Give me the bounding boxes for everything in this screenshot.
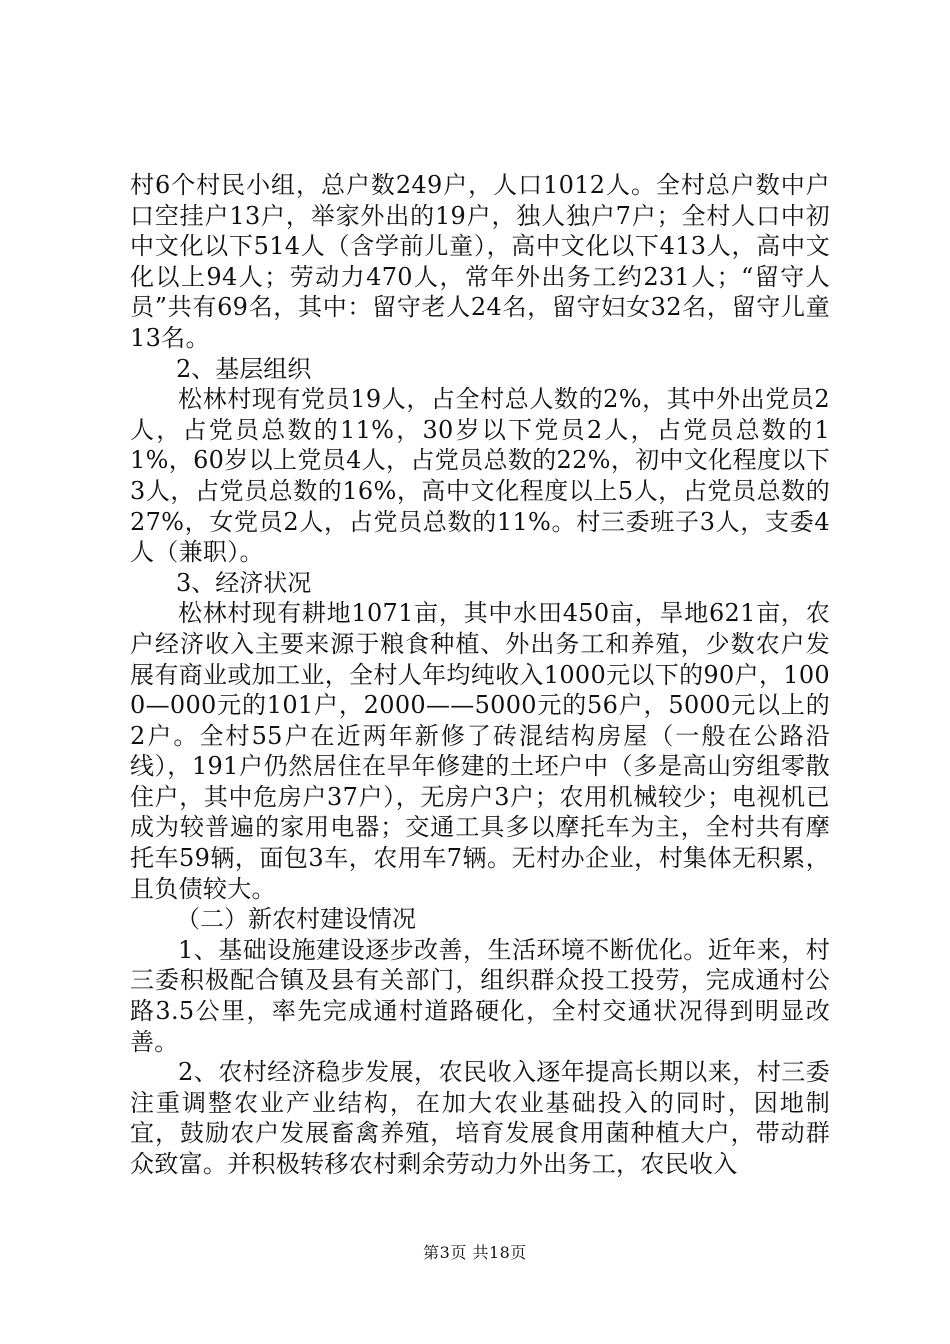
heading-economic-status: 3、经济状况	[176, 568, 312, 597]
heading-grassroots-organization: 2、基层组织	[176, 354, 312, 383]
paragraph-economy: 松林村现有耕地1071亩，其中水田450亩，旱地621亩，农户经济收入主要来源于粮食种植、外出务工和养殖，少数农户发展有商业或加工业，全村人年均纯收入1000元以下的90户，1000—000元的101户，2000——5000元的56户，5000元以上的2户。全村55户在近两年新修了砖混结构房屋（一般在公路沿线），191户仍然居住在早年修建的土坯户中（多是高山穷组零散住户，其中危房户37户），无房户3户；农用机械较少；电视机已成为较普遍的家用电器；交通工具多以摩托车为主，全村共有摩托车59辆，面包3车，农用车7辆。无村办企业，村集体无积累，且负债较大。	[130, 599, 830, 903]
document-body	[130, 170, 830, 1180]
paragraph-rural-economy: 2、农村经济稳步发展，农民收入逐年提高长期以来，村三委注重调整农业产业结构，在加大农业基础投入的同时，因地制宜，鼓励农户发展畜禽养殖，培育发展食用菌种植大户，带动群众致富。并积极转移农村剩余劳动力外出务工，农民收入	[130, 1058, 830, 1178]
page-footer: 第3页 共18页	[423, 1243, 527, 1262]
paragraph-infrastructure: 1、基础设施建设逐步改善，生活环境不断优化。近年来，村三委积极配合镇及县有关部门，组织群众投工投劳，完成通村公路3.5公里，率先完成通村道路硬化，全村交通状况得到明显改善。	[130, 935, 830, 1056]
paragraph-population: 村6个村民小组，总户数249户，人口1012人。全村总户数中户口空挂户13户，举家外出的19户，独人独户7户；全村人口中初中文化以下514人（含学前儿童），高中文化以下413人，高中文化以上94人；劳动力470人，常年外出务工约231人；“留守人员”共有69名，其中：留守老人24名，留守妇女32名，留守儿童13名。	[130, 171, 830, 352]
heading-new-countryside: （二）新农村建设情况	[176, 905, 416, 934]
paragraph-party-members: 松林村现有党员19人，占全村总人数的2%，其中外出党员2人，占党员总数的11%，30岁以下党员2人，占党员总数的11%，60岁以上党员4人，占党员总数的22%，初中文化程度以下3人，占党员总数的16%，高中文化程度以上5人，占党员总数的27%，女党员2人，占党员总数的11%。村三委班子3人，支委4人（兼职）。	[130, 385, 830, 567]
